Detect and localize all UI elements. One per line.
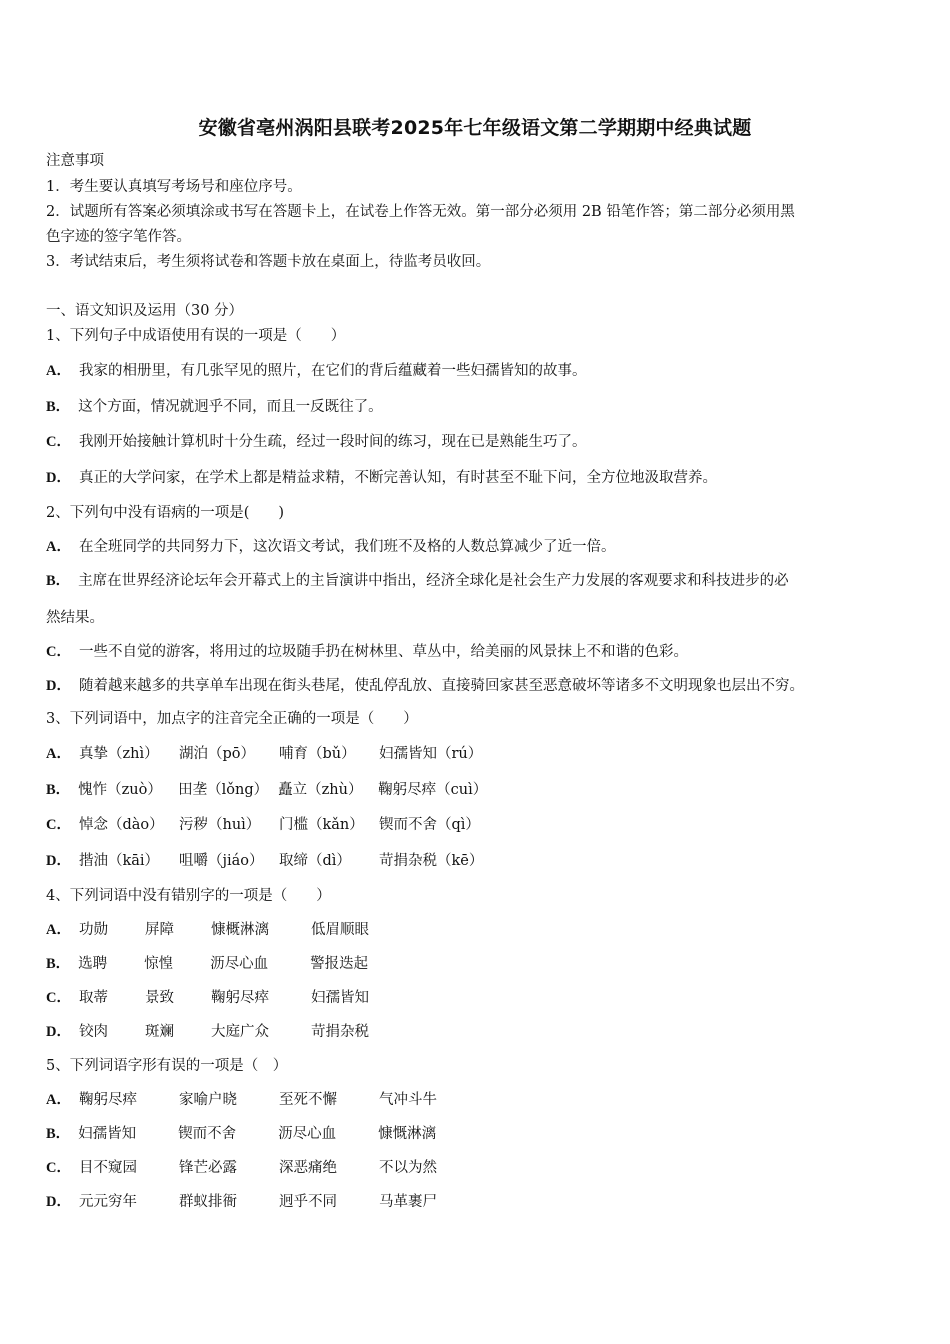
option-cell: 慷慨淋漓 — [378, 1126, 437, 1142]
option-cell: 家喻户晓 — [178, 1092, 237, 1108]
option — [46, 954, 420, 974]
option-cell: 苛捐杂税 — [310, 1024, 369, 1040]
option-cell: 沥尽心血 — [278, 1126, 337, 1142]
notice-item: 色字迹的签字笔作答。 — [46, 229, 191, 245]
option — [46, 988, 421, 1008]
option-cell: 选聘 — [78, 956, 108, 972]
option-cell: 铰肉 — [78, 1024, 108, 1040]
option-letter: C． — [46, 644, 71, 660]
option-letter: B． — [46, 1126, 71, 1142]
option — [46, 537, 615, 557]
option-letter: B． — [46, 573, 71, 589]
option-letter: A． — [46, 539, 71, 555]
option — [46, 432, 586, 452]
option — [46, 851, 509, 871]
option-letter: A． — [46, 363, 71, 379]
option-text: 我刚开始接触计算机时十分生疏，经过一段时间的练习，现在已是熟能生巧了。 — [78, 434, 587, 450]
option-letter: C． — [46, 817, 71, 833]
option-cell: 警报迭起 — [310, 956, 369, 972]
option-cell: 至死不懈 — [278, 1092, 337, 1108]
option-cell: 景致 — [144, 990, 174, 1006]
option-cell: 哺育（bǔ） — [278, 746, 356, 762]
option — [46, 815, 509, 835]
option-cell: 沥尽心血 — [210, 956, 269, 972]
option-letter: B． — [46, 399, 71, 415]
option-cell: 不以为然 — [378, 1160, 437, 1176]
option-cell: 妇孺皆知（rú） — [378, 746, 483, 762]
question-stem: 3、下列词语中，加点字的注音完全正确的一项是（ ） — [46, 711, 418, 727]
option — [46, 1124, 508, 1144]
option-cell: 苛捐杂税（kē） — [378, 853, 484, 869]
option-cell: 斑斓 — [144, 1024, 174, 1040]
option-cell: 真挚（zhì） — [78, 746, 159, 762]
option-letter: C． — [46, 434, 71, 450]
option-cell: 污秽（huì） — [178, 817, 261, 833]
option-text: 主席在世界经济论坛年会开幕式上的主旨演讲中指出，经济全球化是社会生产力发展的客观要求和科技进步的必 — [78, 573, 789, 589]
question-stem: 1、下列句子中成语使用有误的一项是（ ） — [46, 328, 346, 344]
option-cell: 揩油（kāi） — [78, 853, 160, 869]
option-cell: 目不窥园 — [78, 1160, 137, 1176]
option-cell: 取蒂 — [78, 990, 108, 1006]
option-letter: A． — [46, 922, 71, 938]
option — [46, 920, 421, 940]
option-cell: 门槛（kǎn） — [278, 817, 364, 833]
question-stem: 4、下列词语中没有错别字的一项是（ ） — [46, 888, 331, 904]
option-text: 随着越来越多的共享单车出现在街头巷尾，使乱停乱放、直接骑回家甚至恶意破坏等诸多不文明现象也层出不穷。 — [78, 678, 804, 694]
option-cell: 慷概淋漓 — [210, 922, 269, 938]
option-cell: 元元穷年 — [78, 1194, 137, 1210]
option — [46, 571, 789, 591]
option — [46, 397, 383, 417]
option-cell: 鞠躬尽瘁 — [210, 990, 269, 1006]
section-heading: 一、语文知识及运用（30 分） — [46, 303, 244, 319]
option-cell: 大庭广众 — [210, 1024, 269, 1040]
option-letter: B． — [46, 956, 71, 972]
option — [46, 676, 804, 696]
option-letter: D． — [46, 853, 71, 869]
option-cell: 低眉顺眼 — [310, 922, 369, 938]
option-letter: B． — [46, 782, 71, 798]
option-letter: D． — [46, 678, 71, 694]
option-cell: 锋芒必露 — [178, 1160, 237, 1176]
option-continuation — [46, 608, 104, 628]
option — [46, 361, 586, 381]
option-cell: 锲而不舍 — [178, 1126, 237, 1142]
option-letter: D． — [46, 470, 71, 486]
option — [46, 1022, 421, 1042]
option — [46, 468, 717, 488]
page-title: 安徽省亳州涡阳县联考2025年七年级语文第二学期期中经典试题 — [198, 117, 752, 139]
option-letter: C． — [46, 1160, 71, 1176]
option — [46, 744, 509, 764]
option-cell: 悼念（dào） — [78, 817, 164, 833]
option-cell: 湖泊（pō） — [178, 746, 255, 762]
option — [46, 1192, 509, 1212]
option-cell: 鞠躬尽瘁（cuì） — [378, 782, 488, 798]
option-letter: A． — [46, 1092, 71, 1108]
option-letter: D． — [46, 1024, 71, 1040]
option-cell: 愧怍（zuò） — [78, 782, 162, 798]
option-letter: A． — [46, 746, 71, 762]
question-stem: 2、下列句中没有语病的一项是( ) — [46, 505, 285, 521]
option-cell: 迥乎不同 — [278, 1194, 337, 1210]
option-cell: 锲而不舍（qì） — [378, 817, 480, 833]
option-cell: 群蚁排衙 — [178, 1194, 237, 1210]
notice-item: 2．试题所有答案必须填涂或书写在答题卡上，在试卷上作答无效。第一部分必须用 2B 铅笔作答；第二部分必须用黑 — [46, 204, 795, 220]
option — [46, 780, 508, 800]
option-cell: 屏障 — [144, 922, 174, 938]
option-cell: 鞠躬尽瘁 — [78, 1092, 137, 1108]
option-letter: D． — [46, 1194, 71, 1210]
option-cell: 田垄（lǒng） — [178, 782, 269, 798]
notice-item: 3．考试结束后，考生须将试卷和答题卡放在桌面上，待监考员收回。 — [46, 254, 491, 270]
option-text: 真正的大学问家，在学术上都是精益求精，不断完善认知，有时甚至不耻下问，全方位地汲取营养。 — [78, 470, 717, 486]
option-text: 我家的相册里，有几张罕见的照片，在它们的背后蕴藏着一些妇孺皆知的故事。 — [78, 363, 587, 379]
question-stem: 5、下列词语字形有误的一项是（ ） — [46, 1058, 288, 1074]
option-text: 一些不自觉的游客，将用过的垃圾随手扔在树林里、草丛中，给美丽的风景抹上不和谐的色彩。 — [78, 644, 688, 660]
option-text: 这个方面，情况就迥乎不同，而且一反既往了。 — [78, 399, 383, 415]
option-cell: 取缔（dì） — [278, 853, 351, 869]
option-text: 然结果。 — [46, 610, 104, 626]
option — [46, 1158, 509, 1178]
notice-heading: 注意事项 — [46, 153, 104, 169]
option-cell: 深恶痛绝 — [278, 1160, 337, 1176]
option-letter: C． — [46, 990, 71, 1006]
option-cell: 矗立（zhù） — [278, 782, 363, 798]
option-cell: 妇孺皆知 — [78, 1126, 137, 1142]
option-cell: 功勋 — [78, 922, 108, 938]
notice-item: 1．考生要认真填写考场号和座位序号。 — [46, 179, 302, 195]
option-cell: 咀嚼（jiáo） — [178, 853, 264, 869]
option-cell: 惊惶 — [144, 956, 174, 972]
option — [46, 642, 688, 662]
option-cell: 妇孺皆知 — [310, 990, 369, 1006]
option-cell: 马革裹尸 — [378, 1194, 437, 1210]
option-cell: 气冲斗牛 — [378, 1092, 437, 1108]
option — [46, 1090, 509, 1110]
option-text: 在全班同学的共同努力下，这次语文考试，我们班不及格的人数总算减少了近一倍。 — [78, 539, 616, 555]
